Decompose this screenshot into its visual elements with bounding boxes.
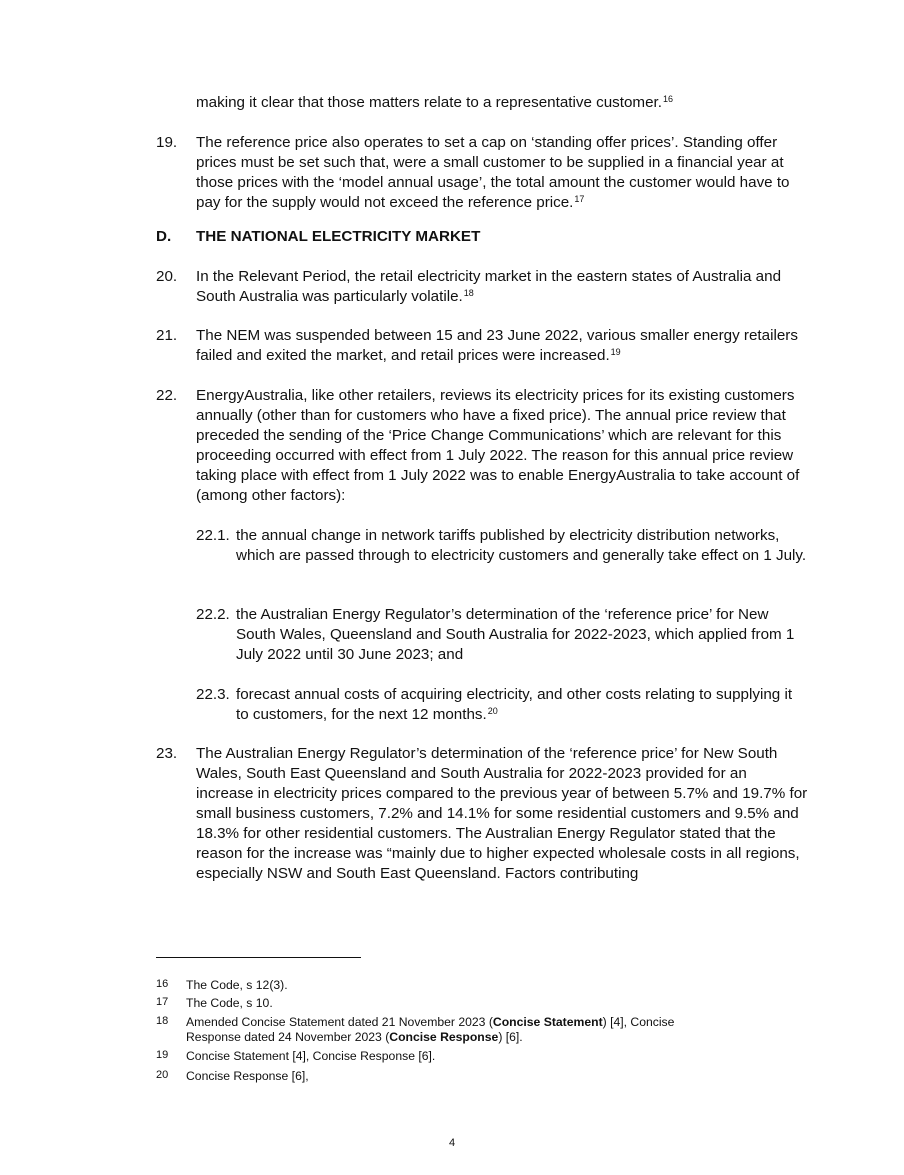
paragraph-number-20: 20.	[156, 268, 178, 285]
footnote-number-16: 16	[156, 978, 169, 990]
paragraph-number-19: 19.	[156, 134, 178, 151]
paragraph-number-23: 23.	[156, 745, 178, 762]
footnote-ref-20[interactable]: 20	[487, 706, 498, 716]
paragraph-18-continuation: making it clear that those matters relate to a representative customer.$^{16}$	[196, 94, 673, 111]
footnote-ref-18[interactable]: 18	[463, 288, 474, 298]
paragraph-19: The reference price also operates to set a cap on ‘standing offer prices’. Standing offer prices must be set such that, were a small customer to be supplied in a financial year at those prices with the ‘model annual usage’, the total amount the customer would have to pay for the supply would not exceed the reference price.$^{17}$	[196, 134, 790, 211]
subparagraph-number-22-2: 22.2.	[196, 606, 230, 623]
footnote-ref-19[interactable]: 19	[610, 347, 621, 357]
paragraph-number-22: 22.	[156, 387, 178, 404]
subparagraph-22-2: the Australian Energy Regulator’s determination of the ‘reference price’ for New South Wales, Queensland and South Australia for 2022-2023, which applied from 1 July 2022 until 30 June 2023; and	[236, 606, 795, 663]
footnote-20: Concise Response [6],	[186, 1069, 309, 1083]
footnote-number-18: 18	[156, 1015, 169, 1027]
subparagraph-number-22-1: 22.1.	[196, 527, 230, 544]
footnote-separator	[156, 957, 361, 958]
footnote-16: The Code, s 12(3).	[186, 978, 288, 992]
subparagraph-number-22-3: 22.3.	[196, 686, 230, 703]
footnote-number-20: 20	[156, 1069, 169, 1081]
paragraph-21: The NEM was suspended between 15 and 23 June 2022, various smaller energy retailers failed and exited the market, and retail prices were increased.$^{19}$	[196, 327, 798, 364]
footnote-ref-16[interactable]: 16	[662, 94, 673, 104]
subparagraph-22-1: the annual change in network tariffs published by electricity distribution networks, which are passed through to electricity customers and generally take effect on 1 July.	[236, 527, 807, 564]
footnote-17: The Code, s 10.	[186, 996, 273, 1010]
footnote-19: Concise Statement [4], Concise Response [6].	[186, 1049, 436, 1063]
paragraph-number-21: 21.	[156, 327, 178, 344]
section-letter-d: D.	[156, 228, 172, 245]
paragraph-22: EnergyAustralia, like other retailers, reviews its electricity prices for its existing customers annually (other than for customers who have a fixed price). The annual price review that preceded the sending of the ‘Price Change Communications’ which are relevant for this proceeding occurred with effect from 1 July 2022. The reason for this annual price review taking place with effect from 1 July 2022 was to enable EnergyAustralia to take account of (among other factors):	[196, 387, 800, 504]
subparagraph-22-3: forecast annual costs of acquiring electricity, and other costs relating to supplying it to customers, for the next 12 months.$^{20}$	[236, 686, 793, 723]
footnote-18: Amended Concise Statement dated 21 November 2023 (Concise Statement) [4], Concise Response dated 24 November 2023 (Concise Response) [6].	[186, 1015, 675, 1044]
paragraph-20: In the Relevant Period, the retail electricity market in the eastern states of Australia and South Australia was particularly volatile.$^{18}$	[196, 268, 782, 305]
paragraph-23: The Australian Energy Regulator’s determination of the ‘reference price’ for New South Wales, South East Queensland and South Australia for 2022-2023 provided for an increase in electricity prices compared to the previous year of between 5.7% and 19.7% for small business customers, 7.2% and 14.1% for some residential customers and 9.5% and 18.3% for other residential customers. The Australian Energy Regulator stated that the reason for the increase was “mainly due to higher expected wholesale costs in all regions, especially NSW and South East Queensland. Factors contributing	[196, 745, 808, 882]
page-number: 4	[448, 1137, 456, 1149]
footnote-number-19: 19	[156, 1049, 169, 1061]
section-heading-national-electricity-market: THE NATIONAL ELECTRICITY MARKET	[196, 228, 481, 245]
footnote-number-17: 17	[156, 996, 169, 1008]
footnote-ref-17[interactable]: 17	[574, 194, 585, 204]
